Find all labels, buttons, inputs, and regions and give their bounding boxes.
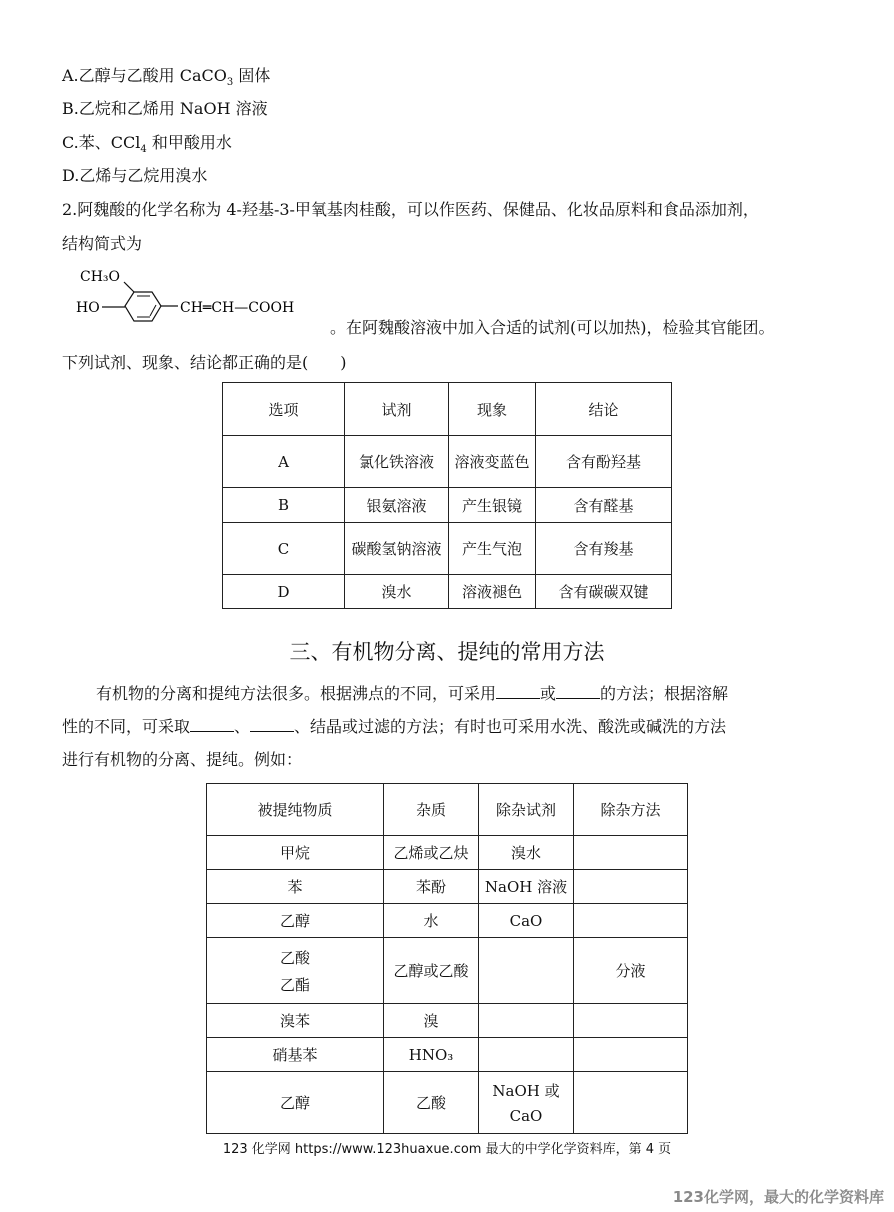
option-b: B.乙烷和乙烯用 NaOH 溶液 bbox=[62, 99, 268, 118]
paragraph-line-1: 有机物的分离和提纯方法很多。根据沸点的不同，可采用 或 的方法；根据溶解 bbox=[96, 684, 729, 703]
table-header-row bbox=[223, 383, 672, 436]
page-footer: 123 化学网 https://www.123huaxue.com 最大的中学化学资料库，第 4 页 bbox=[222, 1142, 672, 1157]
structure-methoxy-label: CH₃O bbox=[80, 269, 121, 285]
paragraph-line-2: 性的不同，可采取 、 、结晶或过滤的方法；有时也可采用水洗、酸洗或碱洗的方法 bbox=[62, 717, 727, 736]
header-cell: 除杂试剂 bbox=[479, 784, 574, 836]
table-cell: CaO bbox=[479, 904, 574, 938]
table-cell: C bbox=[223, 523, 345, 575]
table-cell: 甲烷 bbox=[207, 836, 384, 870]
table-header-row bbox=[207, 784, 688, 836]
table-cell: HNO₃ bbox=[384, 1038, 479, 1072]
table-cell bbox=[574, 870, 688, 904]
table-cell bbox=[479, 1004, 574, 1038]
header-cell: 结论 bbox=[536, 383, 672, 436]
ferulic-acid-structure bbox=[72, 264, 328, 334]
table-cell: 产生银镜 bbox=[449, 488, 536, 523]
table-cell: 碳酸氢钠溶液 bbox=[345, 523, 449, 575]
table-cell: 乙醇 bbox=[207, 904, 384, 938]
table-cell: 含有酚羟基 bbox=[536, 436, 672, 488]
table-cell bbox=[574, 1038, 688, 1072]
table-cell: 乙醇或乙酸 bbox=[384, 938, 479, 1004]
table-cell: 乙酸 bbox=[384, 1072, 479, 1134]
table-cell: 溴苯 bbox=[207, 1004, 384, 1038]
table-row bbox=[223, 488, 672, 523]
header-cell: 现象 bbox=[449, 383, 536, 436]
table-cell: 含有碳碳双键 bbox=[536, 575, 672, 609]
paragraph-line-3: 进行有机物的分离、提纯。例如： bbox=[62, 750, 303, 769]
table-row bbox=[207, 836, 688, 870]
header-cell: 选项 bbox=[223, 383, 345, 436]
table-cell: NaOH 溶液 bbox=[479, 870, 574, 904]
header-cell: 杂质 bbox=[384, 784, 479, 836]
section-title: 三、有机物分离、提纯的常用方法 bbox=[289, 640, 605, 664]
table-row bbox=[207, 870, 688, 904]
options-table bbox=[222, 382, 672, 609]
fill-blank[interactable] bbox=[556, 684, 600, 699]
table-cell: 含有醛基 bbox=[536, 488, 672, 523]
header-cell: 被提纯物质 bbox=[207, 784, 384, 836]
structure-hydroxy-label: HO bbox=[76, 300, 100, 316]
structure-side-chain-label: CH═CH—COOH bbox=[180, 300, 295, 316]
table-cell: 溴 bbox=[384, 1004, 479, 1038]
table-cell: 产生气泡 bbox=[449, 523, 536, 575]
table-row bbox=[207, 1004, 688, 1038]
table-cell bbox=[479, 938, 574, 1004]
table-cell bbox=[574, 1072, 688, 1134]
table-row bbox=[207, 938, 688, 1004]
table-row bbox=[207, 904, 688, 938]
table-cell: A bbox=[223, 436, 345, 488]
table-cell: NaOH 或 CaO bbox=[479, 1072, 574, 1134]
table-row bbox=[223, 436, 672, 488]
table-cell: B bbox=[223, 488, 345, 523]
option-d: D.乙烯与乙烷用溴水 bbox=[62, 166, 208, 185]
table-cell: 溴水 bbox=[479, 836, 574, 870]
table-cell: 乙烯或乙炔 bbox=[384, 836, 479, 870]
table-cell: 乙醇 bbox=[207, 1072, 384, 1134]
table-cell: 溴水 bbox=[345, 575, 449, 609]
table-cell bbox=[479, 1038, 574, 1072]
table-row bbox=[223, 575, 672, 609]
option-a: A.乙醇与乙酸用 CaCO$_3$ 固体 bbox=[62, 66, 271, 89]
purification-table bbox=[206, 783, 688, 1134]
table-cell: 水 bbox=[384, 904, 479, 938]
fill-blank[interactable] bbox=[496, 684, 540, 699]
fill-blank[interactable] bbox=[250, 717, 294, 732]
table-cell: D bbox=[223, 575, 345, 609]
table-cell: 含有羧基 bbox=[536, 523, 672, 575]
table-cell: 溶液褪色 bbox=[449, 575, 536, 609]
table-cell: 溶液变蓝色 bbox=[449, 436, 536, 488]
header-cell: 试剂 bbox=[345, 383, 449, 436]
table-cell: 银氨溶液 bbox=[345, 488, 449, 523]
table-cell: 苯 bbox=[207, 870, 384, 904]
header-cell: 除杂方法 bbox=[574, 784, 688, 836]
table-cell: 硝基苯 bbox=[207, 1038, 384, 1072]
table-cell: 苯酚 bbox=[384, 870, 479, 904]
table-cell bbox=[574, 904, 688, 938]
fill-blank[interactable] bbox=[190, 717, 234, 732]
question-2-prompt: 下列试剂、现象、结论都正确的是( ) bbox=[62, 353, 347, 372]
table-row bbox=[207, 1038, 688, 1072]
table-cell bbox=[574, 1004, 688, 1038]
option-c: C.苯、CCl$_4$ 和甲酸用水 bbox=[62, 133, 232, 156]
question-2-text: 2.阿魏酸的化学名称为 4-羟基-3-甲氧基肉桂酸，可以作医药、保健品、化妆品原料和食品添加剂， bbox=[62, 200, 759, 219]
table-row bbox=[223, 523, 672, 575]
table-cell: 分液 bbox=[574, 938, 688, 1004]
table-cell: 乙酸 乙酯 bbox=[207, 938, 384, 1004]
question-2-after-structure: 。在阿魏酸溶液中加入合适的试剂(可以加热)，检验其官能团。 bbox=[330, 318, 775, 337]
section-paragraph bbox=[62, 677, 832, 776]
table-cell bbox=[574, 836, 688, 870]
table-row bbox=[207, 1072, 688, 1134]
benzene-ring-diagram bbox=[72, 264, 328, 334]
question-2-line2: 结构简式为 bbox=[62, 234, 143, 253]
table-cell: 氯化铁溶液 bbox=[345, 436, 449, 488]
watermark-text: 123化学网，最大的化学资料库 bbox=[672, 1188, 884, 1206]
